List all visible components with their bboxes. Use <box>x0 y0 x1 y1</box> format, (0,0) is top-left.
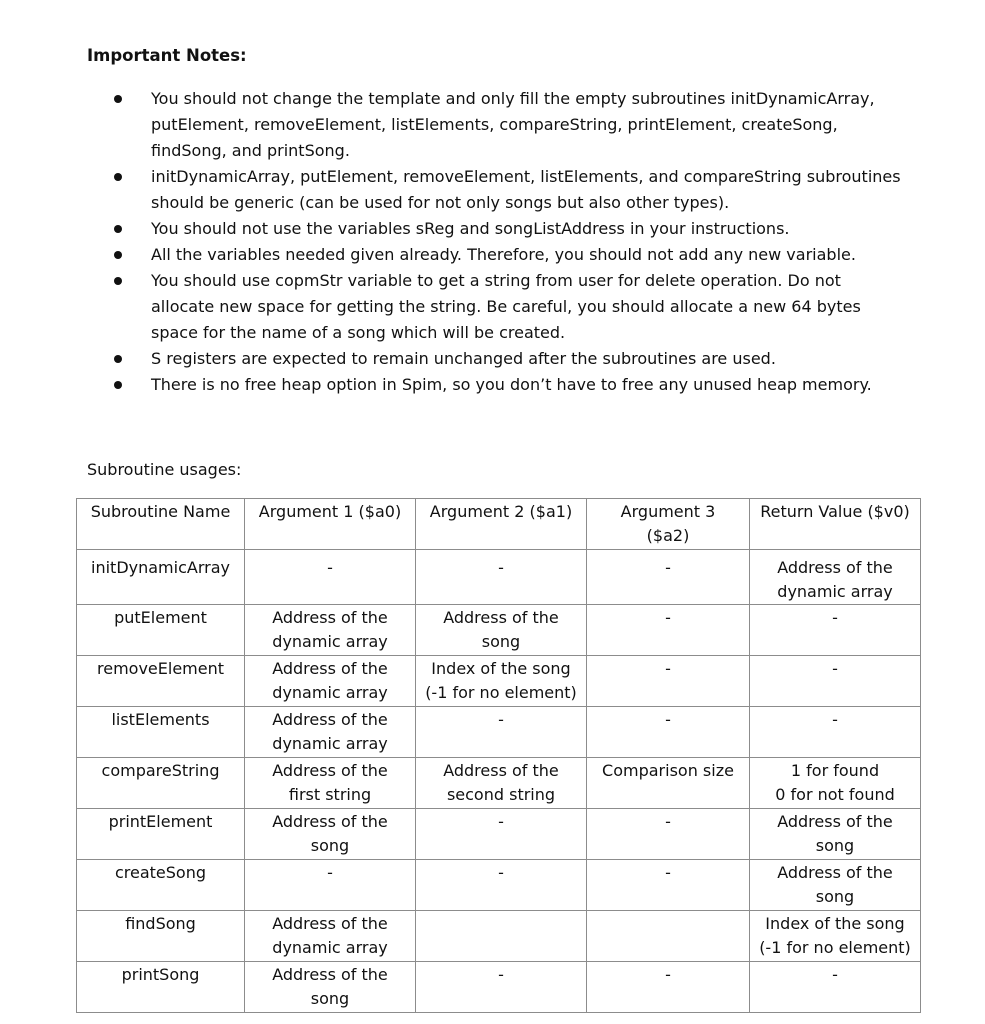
argument-2-cell <box>416 550 587 605</box>
subroutine-name: compareString <box>101 761 220 780</box>
bullet-icon <box>114 95 122 103</box>
note-text-line: initDynamicArray, putElement, removeElement, listElements, and compareString subroutines <box>151 167 901 186</box>
column-header-text: Subroutine Name <box>90 502 231 521</box>
cell-text: - <box>665 965 671 984</box>
cell-text: - <box>665 710 671 729</box>
subroutine-name-cell <box>77 758 245 809</box>
cell-text: Address of the <box>777 812 893 831</box>
argument-3-cell <box>587 809 750 860</box>
column-header-text: ($a2) <box>646 526 690 545</box>
subroutine-name: removeElement <box>97 659 224 678</box>
note-item <box>151 164 951 216</box>
note-text-line: space for the name of a song which will be created. <box>151 323 566 342</box>
cell-text: Address of the <box>443 761 559 780</box>
subroutine-name-cell <box>77 911 245 962</box>
cell-text: song <box>815 836 855 855</box>
subroutine-name-cell <box>77 707 245 758</box>
bullet-icon <box>114 355 122 363</box>
cell-text: - <box>498 710 504 729</box>
argument-3-cell <box>587 605 750 656</box>
argument-3-cell <box>587 707 750 758</box>
cell-text: song <box>310 836 350 855</box>
note-item <box>151 216 951 242</box>
table-row <box>77 962 921 1013</box>
argument-3-cell <box>587 550 750 605</box>
table-row <box>77 656 921 707</box>
bullet-icon <box>114 225 122 233</box>
column-header-text: Argument 1 ($a0) <box>258 502 402 521</box>
cell-text: - <box>832 659 838 678</box>
argument-2-cell <box>416 707 587 758</box>
bullet-icon <box>114 251 122 259</box>
note-item <box>151 268 951 346</box>
cell-text: 0 for not found <box>775 785 895 804</box>
cell-text: - <box>498 863 504 882</box>
note-item <box>151 86 951 164</box>
return-value-cell <box>750 707 921 758</box>
argument-3-cell <box>587 758 750 809</box>
table-row <box>77 707 921 758</box>
cell-text: second string <box>446 785 556 804</box>
argument-2-cell <box>416 809 587 860</box>
cell-text: - <box>327 863 333 882</box>
cell-text: Address of the <box>443 608 559 627</box>
note-text-line: All the variables needed given already. Therefore, you should not add any new variable. <box>151 245 856 264</box>
subroutine-name-cell <box>77 656 245 707</box>
column-header-text: Return Value ($v0) <box>760 502 910 521</box>
cell-text: Index of the song <box>765 914 905 933</box>
argument-1-cell <box>245 962 416 1013</box>
subroutine-name-cell <box>77 860 245 911</box>
bullet-icon <box>114 173 122 181</box>
cell-text: Address of the <box>272 965 388 984</box>
cell-text: - <box>665 558 671 577</box>
bullet-icon <box>114 277 122 285</box>
note-item <box>151 242 951 268</box>
cell-text: Address of the <box>777 863 893 882</box>
subroutine-usages-heading: Subroutine usages: <box>87 460 242 479</box>
table-body <box>77 550 921 1013</box>
column-header <box>77 499 245 550</box>
table-row <box>77 605 921 656</box>
cell-text: dynamic array <box>272 938 388 957</box>
note-text-line: You should use copmStr variable to get a string from user for delete operation. Do not <box>151 271 841 290</box>
argument-1-cell <box>245 550 416 605</box>
cell-text: - <box>832 608 838 627</box>
cell-text: 1 for found <box>790 761 880 780</box>
cell-text: Address of the <box>272 914 388 933</box>
return-value-cell <box>750 962 921 1013</box>
table-row <box>77 758 921 809</box>
note-text-line: You should not change the template and only fill the empty subroutines initDynamicArray, <box>151 89 875 108</box>
return-value-cell <box>750 550 921 605</box>
argument-3-cell <box>587 860 750 911</box>
note-item <box>151 346 951 372</box>
cell-text: - <box>498 965 504 984</box>
return-value-cell <box>750 809 921 860</box>
cell-text: song <box>815 887 855 906</box>
return-value-cell <box>750 758 921 809</box>
cell-text: Address of the <box>272 812 388 831</box>
cell-text: Index of the song <box>431 659 571 678</box>
cell-text: Comparison size <box>602 761 734 780</box>
subroutine-usage-table <box>76 498 921 1013</box>
note-text-line: findSong, and printSong. <box>151 141 350 160</box>
column-header-text: Argument 2 ($a1) <box>429 502 573 521</box>
argument-1-cell <box>245 758 416 809</box>
cell-text: dynamic array <box>272 632 388 651</box>
note-text-line: S registers are expected to remain unchanged after the subroutines are used. <box>151 349 776 368</box>
subroutine-name: createSong <box>114 863 207 882</box>
subroutine-name: putElement <box>114 608 207 627</box>
important-notes-heading: Important Notes: <box>87 46 247 65</box>
column-header <box>245 499 416 550</box>
cell-text: (-1 for no element) <box>759 938 911 957</box>
bullet-icon <box>114 381 122 389</box>
subroutine-name: printSong <box>121 965 200 984</box>
cell-text: - <box>665 863 671 882</box>
cell-text: dynamic array <box>272 734 388 753</box>
return-value-cell <box>750 605 921 656</box>
cell-text: - <box>665 659 671 678</box>
cell-text: - <box>498 558 504 577</box>
argument-1-cell <box>245 605 416 656</box>
argument-3-cell <box>587 962 750 1013</box>
column-header <box>750 499 921 550</box>
table-row <box>77 809 921 860</box>
cell-text: - <box>665 812 671 831</box>
return-value-cell <box>750 911 921 962</box>
note-item <box>151 372 951 398</box>
cell-text: Address of the <box>272 761 388 780</box>
header-row <box>77 499 921 550</box>
cell-text: Address of the <box>272 710 388 729</box>
note-text-line: allocate new space for getting the string. Be careful, you should allocate a new 64 bytes <box>151 297 861 316</box>
cell-text: (-1 for no element) <box>425 683 577 702</box>
subroutine-name-cell <box>77 550 245 605</box>
subroutine-name: printElement <box>108 812 213 831</box>
cell-text: song <box>310 989 350 1008</box>
argument-1-cell <box>245 911 416 962</box>
note-text-line: putElement, removeElement, listElements, compareString, printElement, createSong, <box>151 115 838 134</box>
argument-2-cell <box>416 656 587 707</box>
cell-text: - <box>832 965 838 984</box>
column-header-text: Argument 3 <box>620 502 716 521</box>
subroutine-name: listElements <box>111 710 210 729</box>
cell-text: Address of the <box>272 608 388 627</box>
argument-2-cell <box>416 860 587 911</box>
note-text-line: should be generic (can be used for not only songs but also other types). <box>151 193 730 212</box>
table-row <box>77 860 921 911</box>
subroutine-name: findSong <box>125 914 196 933</box>
argument-1-cell <box>245 707 416 758</box>
cell-text: - <box>665 608 671 627</box>
cell-text: Address of the <box>272 659 388 678</box>
argument-2-cell <box>416 605 587 656</box>
argument-1-cell <box>245 860 416 911</box>
note-text-line: You should not use the variables sReg and songListAddress in your instructions. <box>151 219 790 238</box>
cell-text: dynamic array <box>777 582 893 601</box>
important-notes-list <box>151 86 951 398</box>
cell-text: - <box>327 558 333 577</box>
cell-text: song <box>481 632 521 651</box>
argument-3-cell <box>587 911 750 962</box>
subroutine-name: initDynamicArray <box>91 558 230 577</box>
argument-2-cell <box>416 758 587 809</box>
cell-text: - <box>832 710 838 729</box>
subroutine-name-cell <box>77 605 245 656</box>
subroutine-name-cell <box>77 809 245 860</box>
cell-text: Address of the <box>777 558 893 577</box>
argument-3-cell <box>587 656 750 707</box>
argument-1-cell <box>245 809 416 860</box>
argument-2-cell <box>416 911 587 962</box>
argument-2-cell <box>416 962 587 1013</box>
column-header <box>587 499 750 550</box>
return-value-cell <box>750 656 921 707</box>
note-text-line: There is no free heap option in Spim, so you don’t have to free any unused heap memory. <box>151 375 872 394</box>
table-row <box>77 911 921 962</box>
cell-text: first string <box>288 785 372 804</box>
argument-1-cell <box>245 656 416 707</box>
subroutine-name-cell <box>77 962 245 1013</box>
cell-text: dynamic array <box>272 683 388 702</box>
table-header <box>77 499 921 550</box>
table-row <box>77 550 921 605</box>
cell-text: - <box>498 812 504 831</box>
return-value-cell <box>750 860 921 911</box>
column-header <box>416 499 587 550</box>
